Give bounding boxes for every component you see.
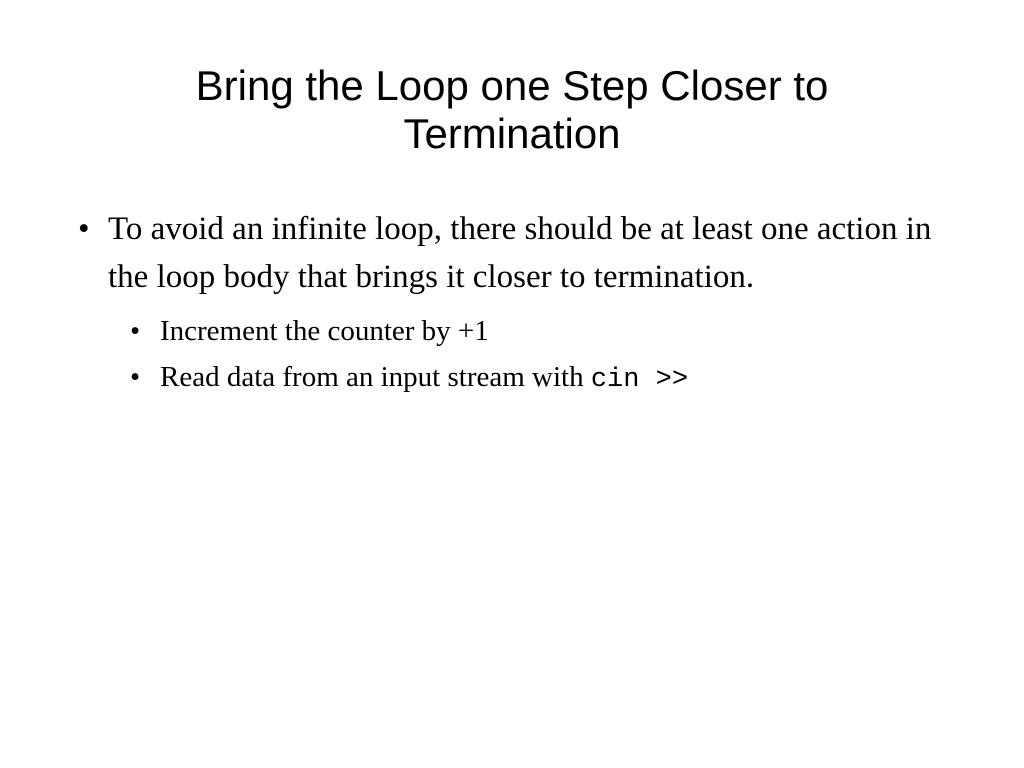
sub-bullet-item xyxy=(130,354,938,403)
bullet-list xyxy=(78,205,938,403)
sub-bullet-list xyxy=(108,308,938,403)
code-snippet: cin >> xyxy=(590,365,689,395)
bullet-marker: • xyxy=(78,211,90,247)
bullet-item xyxy=(78,205,938,403)
sub-bullet-text: Increment the counter by +1 xyxy=(160,315,489,347)
sub-bullet-item xyxy=(130,308,938,354)
sub-bullet-marker: • xyxy=(130,361,141,393)
sub-bullet-marker: • xyxy=(130,315,141,347)
bullet-text: To avoid an infinite loop, there should be at least one action in the loop body that brings it closer to termination. xyxy=(108,211,932,295)
slide-title: Bring the Loop one Step Closer to Termination xyxy=(195,62,829,157)
sub-bullet-text: Read data from an input stream with xyxy=(160,361,591,393)
